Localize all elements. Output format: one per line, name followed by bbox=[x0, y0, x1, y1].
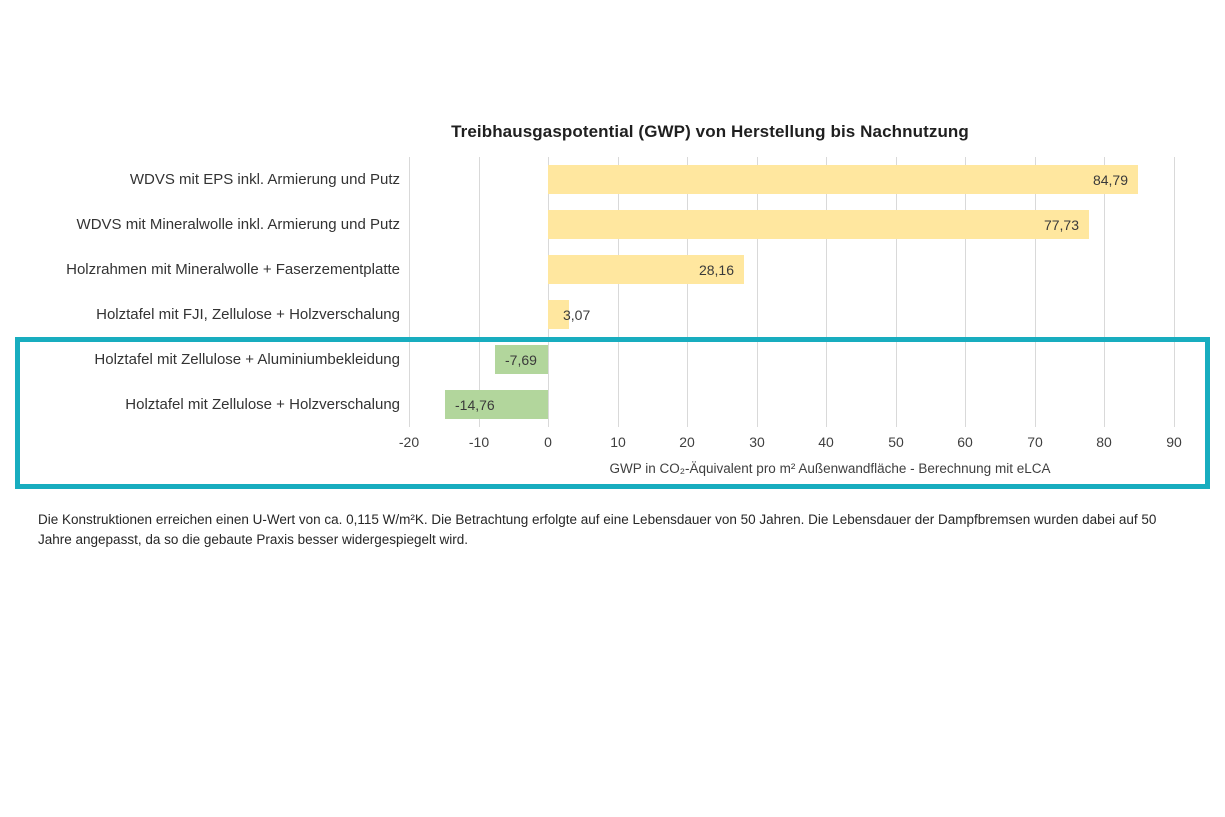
x-axis-title: GWP in CO₂-Äquivalent pro m² Außenwandfläche - Berechnung mit eLCA bbox=[609, 461, 1051, 476]
category-label: Holzrahmen mit Mineralwolle + Faserzementplatte bbox=[66, 261, 400, 278]
x-tick-label: 90 bbox=[1166, 434, 1182, 450]
x-tick-label: 0 bbox=[544, 434, 552, 450]
gridline bbox=[548, 157, 549, 427]
category-label: Holztafel mit FJI, Zellulose + Holzverschalung bbox=[96, 306, 400, 323]
gridline bbox=[1174, 157, 1175, 427]
bar-value-label: 84,79 bbox=[1092, 172, 1128, 188]
gridline bbox=[1035, 157, 1036, 427]
x-tick-label: 60 bbox=[957, 434, 973, 450]
x-tick-label: -10 bbox=[468, 434, 490, 450]
x-tick-label: -20 bbox=[398, 434, 420, 450]
x-tick-label: 40 bbox=[818, 434, 834, 450]
x-tick-label: 20 bbox=[679, 434, 695, 450]
gridline bbox=[965, 157, 966, 427]
category-label: WDVS mit Mineralwolle inkl. Armierung und Putz bbox=[76, 216, 400, 233]
category-label: Holztafel mit Zellulose + Aluminiumbekleidung bbox=[94, 351, 400, 368]
category-label: WDVS mit EPS inkl. Armierung und Putz bbox=[129, 171, 400, 188]
bar-value-label: -14,76 bbox=[455, 397, 495, 413]
category-label: Holztafel mit Zellulose + Holzverschalung bbox=[125, 396, 400, 413]
gridline bbox=[409, 157, 410, 427]
bar-value-label: 77,73 bbox=[1043, 217, 1079, 233]
x-tick-label: 50 bbox=[888, 434, 904, 450]
gridline bbox=[618, 157, 619, 427]
footnote-text: Die Konstruktionen erreichen einen U-Wert von ca. 0,115 W/m²K. Die Betrachtung erfolgte auf eine Lebensdauer von 50 Jahren. Die Lebensdauer der Dampfbremsen wurden dabei auf 50 Jahre angepasst, da so die gebaute Praxis besser widergespiegelt wird. bbox=[38, 512, 1157, 548]
bar-value-label: 28,16 bbox=[698, 262, 734, 278]
x-tick-label: 30 bbox=[749, 434, 765, 450]
gridline bbox=[479, 157, 480, 427]
x-tick-label: 70 bbox=[1027, 434, 1043, 450]
gridline bbox=[826, 157, 827, 427]
gridline bbox=[1104, 157, 1105, 427]
bar-value-label: -7,69 bbox=[505, 352, 537, 368]
bar bbox=[548, 210, 1089, 239]
bar bbox=[548, 165, 1138, 194]
bar-value-label: 3,07 bbox=[563, 307, 591, 323]
chart-title: Treibhausgaspotential (GWP) von Herstellung bis Nachnutzung bbox=[451, 122, 969, 141]
gridline bbox=[687, 157, 688, 427]
gridline bbox=[896, 157, 897, 427]
x-tick-label: 80 bbox=[1096, 434, 1112, 450]
gridline bbox=[757, 157, 758, 427]
x-tick-label: 10 bbox=[610, 434, 626, 450]
